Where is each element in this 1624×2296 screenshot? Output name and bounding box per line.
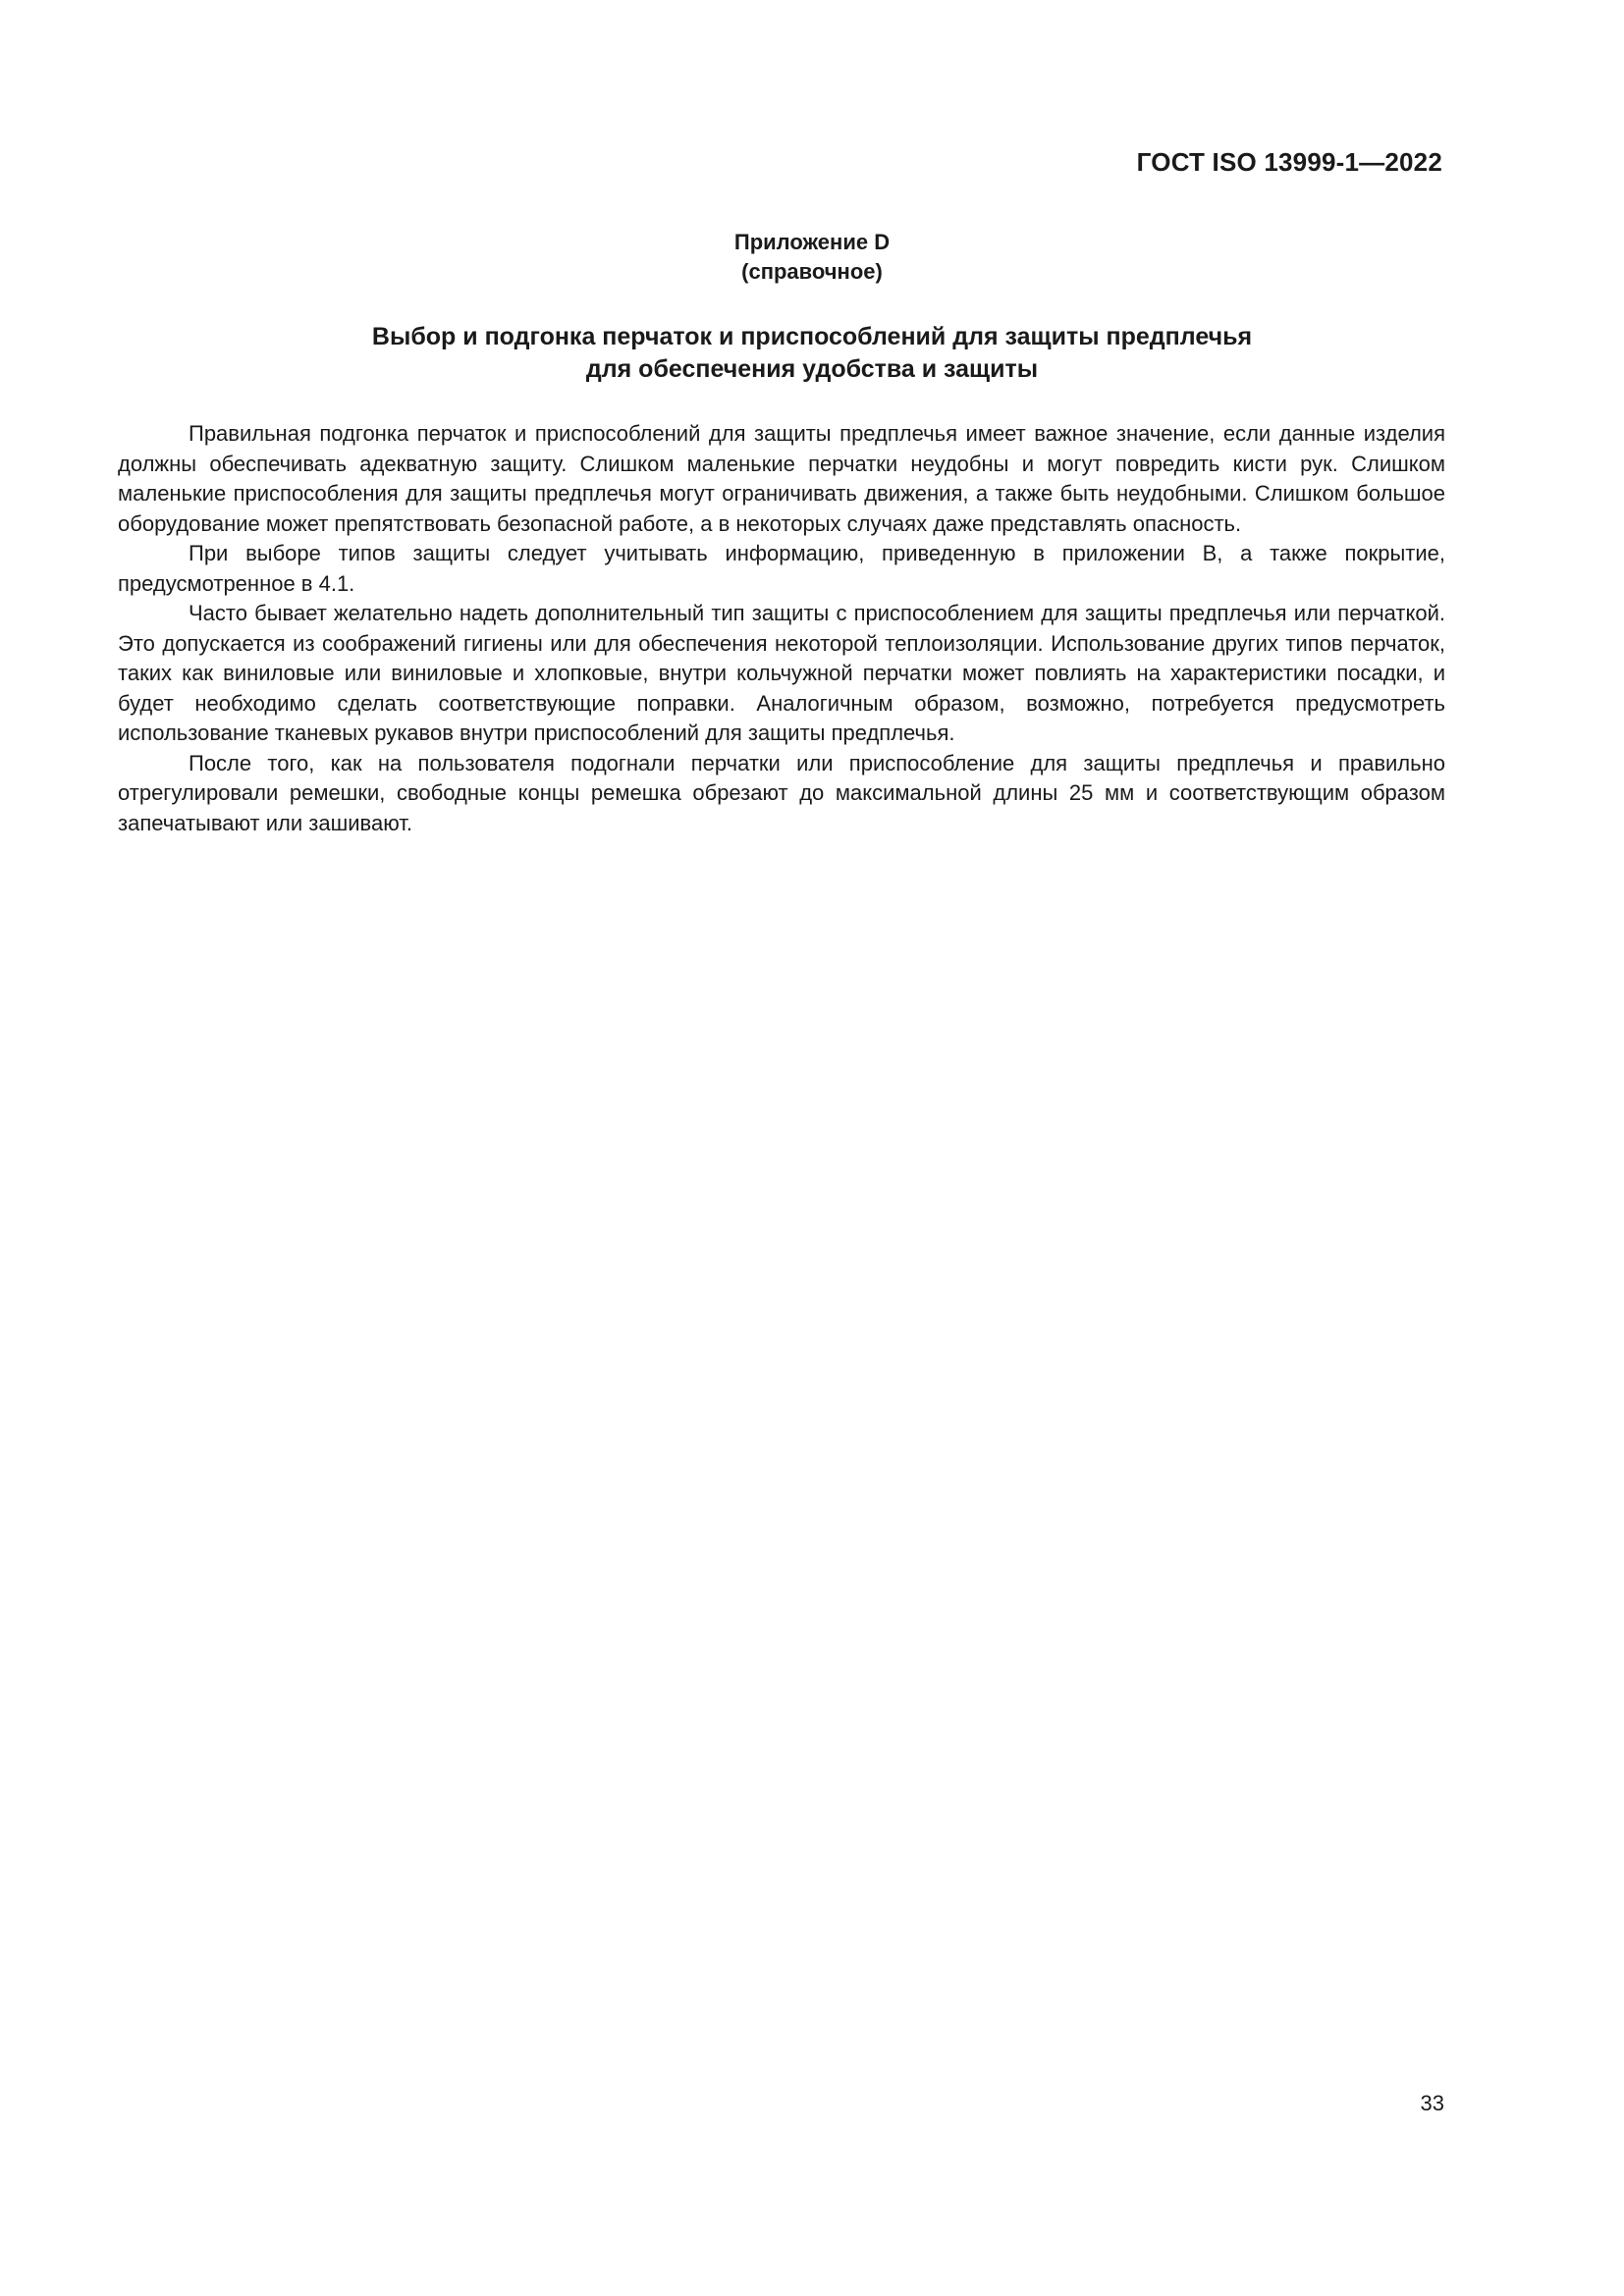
section-title [0, 321, 1624, 386]
paragraph-1: Правильная подгонка перчаток и приспособлений для защиты предплечья имеет важное значение, если данные изделия должны обеспечивать адекватную защиту. Слишком маленькие перчатки неудобны и могут повредить кисти рук. Слишком маленькие приспособления для защиты предплечья могут ограничивать движения, а также быть неудобными. Слишком большое оборудование может препятствовать безопасной работе, а в некоторых случаях даже представлять опасность. [118, 421, 1445, 536]
paragraph-2: При выборе типов защиты следует учитывать информацию, приведенную в приложении В, а также покрытие, предусмотренное в 4.1. [118, 541, 1445, 596]
section-title-line-2: для обеспечения удобства и защиты [585, 355, 1039, 383]
page-number: 33 [1420, 2091, 1444, 2115]
document-code: ГОСТ ISO 13999-1—2022 [1136, 147, 1442, 177]
body-text [118, 419, 1445, 838]
appendix-label: Приложение D [733, 230, 891, 254]
section-title-line-1: Выбор и подгонка перчаток и приспособлений для защиты предплечья [371, 323, 1253, 350]
appendix-type: (справочное) [741, 259, 883, 284]
appendix-heading [0, 228, 1624, 287]
paragraph-3: Часто бывает желательно надеть дополнительный тип защиты с приспособлением для защиты предплечья или перчаткой. Это допускается из соображений гигиены или для обеспечения некоторой теплоизоляции. Использование других типов перчаток, таких как виниловые или виниловые и хлопковые, внутри кольчужной перчатки может повлиять на характеристики посадки, и будет необходимо сделать соответствующие поправки. Аналогичным образом, возможно, потребуется предусмотреть использование тканевых рукавов внутри приспособлений для защиты предплечья. [118, 601, 1445, 745]
paragraph-4: После того, как на пользователя подогнали перчатки или приспособление для защиты предплечья и правильно отрегулировали ремешки, свободные концы ремешка обрезают до максимальной длины 25 мм и соответствующим образом запечатывают или зашивают. [118, 750, 1445, 835]
